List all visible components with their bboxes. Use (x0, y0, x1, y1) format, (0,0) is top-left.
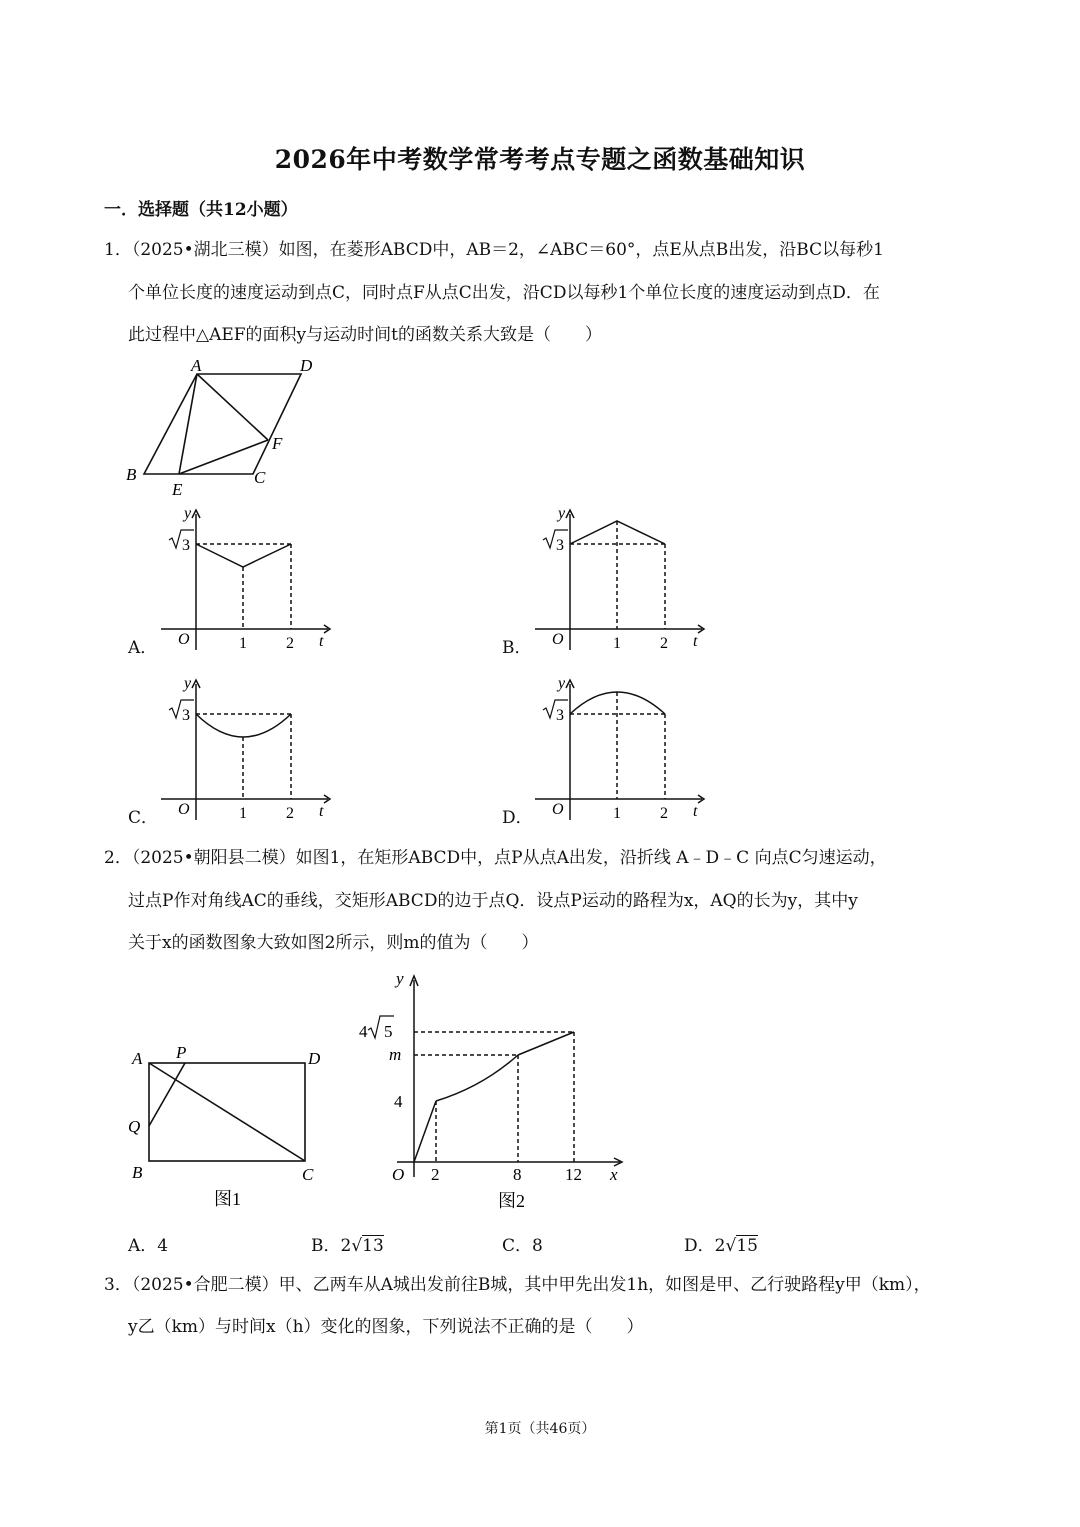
svg-text:2: 2 (286, 805, 294, 822)
svg-text:3: 3 (556, 707, 564, 724)
svg-text:x: x (610, 1165, 618, 1184)
q2-option-d: D．2√15 (684, 1236, 758, 1256)
label-E: E (172, 480, 183, 499)
svg-text:4: 4 (359, 1022, 368, 1041)
q1-line-2: 个单位长度的速度运动到点C，同时点F从点C出发，沿CD以每秒1个单位长度的速度运动到点D．在 (128, 283, 880, 303)
q1-line-3: 此过程中△AEF的面积y与运动时间t的函数关系大致是（ ） (128, 325, 602, 345)
label-A: A (191, 356, 202, 375)
svg-text:D: D (308, 1049, 321, 1068)
q2-line-2: 过点P作对角线AC的垂线，交矩形ABCD的边于点Q．设点P运动的路程为x，AQ的长为y，其中y (128, 891, 858, 911)
q1-line-1: 1．（2025•湖北三模）如图，在菱形ABCD中，AB＝2，∠ABC＝60°，点E从点B出发，沿BC以每秒1 (104, 240, 884, 260)
label-C: C (254, 468, 266, 487)
label-D: D (300, 356, 313, 375)
svg-text:3: 3 (182, 707, 190, 724)
section-heading: 一．选择题（共12小题） (104, 200, 298, 220)
svg-text:y: y (184, 675, 192, 692)
q2-option-a: A．4 (128, 1236, 169, 1256)
q2-line-1: 2．（2025•朝阳县二模）如图1，在矩形ABCD中，点P从点A出发，沿折线 A﹣D﹣C 向点C匀速运动， (104, 848, 887, 868)
svg-text:1: 1 (613, 635, 621, 652)
q3-line-1: 3．（2025•合肥二模）甲、乙两车从A城出发前往B城，其中甲先出发1h，如图是甲、乙行驶路程y甲（km）， (104, 1275, 931, 1295)
q2-figure-2 (352, 962, 632, 1220)
svg-text:3: 3 (556, 537, 564, 554)
svg-text:Q: Q (128, 1117, 141, 1136)
fig1-caption: 图1 (214, 1189, 241, 1209)
fig2-caption: 图2 (498, 1191, 525, 1211)
q2-option-b: B．2√13 (311, 1236, 384, 1256)
svg-text:2: 2 (660, 805, 668, 822)
svg-text:P: P (176, 1043, 187, 1062)
svg-text:C: C (302, 1165, 314, 1184)
svg-text:2: 2 (431, 1165, 440, 1184)
svg-text:8: 8 (513, 1165, 522, 1184)
svg-text:t: t (319, 803, 324, 820)
label-F: F (272, 434, 283, 453)
label-B: B (126, 465, 137, 484)
q1-option-c-graph (156, 670, 336, 830)
q1-option-d-label: D． (502, 808, 533, 828)
svg-text:t: t (693, 803, 698, 820)
q1-option-a-graph (156, 500, 336, 660)
svg-text:B: B (132, 1163, 143, 1182)
svg-text:O: O (392, 1165, 405, 1184)
page-footer: 第1页（共46页） (484, 1421, 596, 1437)
page-title: 2026年中考数学常考考点专题之函数基础知识 (274, 145, 806, 174)
q1-option-b-graph (530, 500, 710, 660)
svg-text:2: 2 (660, 635, 668, 652)
svg-text:y: y (558, 675, 566, 692)
svg-text:O: O (178, 801, 190, 818)
svg-text:A: A (132, 1049, 143, 1068)
q1-rhombus-figure (120, 352, 320, 502)
svg-text:5: 5 (384, 1022, 393, 1041)
svg-text:y: y (396, 969, 404, 988)
svg-text:O: O (552, 801, 564, 818)
axis-y: y (184, 505, 192, 522)
tick-2: 2 (286, 635, 294, 652)
q2-line-3: 关于x的函数图象大致如图2所示，则m的值为（ ） (128, 933, 539, 953)
svg-text:1: 1 (613, 805, 621, 822)
svg-text:12: 12 (565, 1165, 582, 1184)
q3-line-2: y乙（km）与时间x（h）变化的图象，下列说法不正确的是（ ） (128, 1317, 644, 1337)
q2-figure-1 (120, 1040, 340, 1220)
svg-text:y: y (558, 505, 566, 522)
svg-text:m: m (389, 1045, 402, 1064)
q1-option-a-label: A． (128, 638, 158, 658)
svg-text:O: O (552, 631, 564, 648)
sqrt3-label: 3 (182, 537, 190, 554)
q1-option-b-label: B． (502, 638, 532, 658)
q1-option-d-graph (530, 670, 710, 830)
axis-t: t (319, 633, 324, 650)
svg-text:t: t (693, 633, 698, 650)
svg-text:1: 1 (239, 805, 247, 822)
svg-text:4: 4 (394, 1092, 403, 1111)
q1-option-c-label: C． (128, 808, 159, 828)
origin: O (178, 631, 190, 648)
q2-option-c: C．8 (502, 1236, 543, 1256)
tick-1: 1 (239, 635, 247, 652)
